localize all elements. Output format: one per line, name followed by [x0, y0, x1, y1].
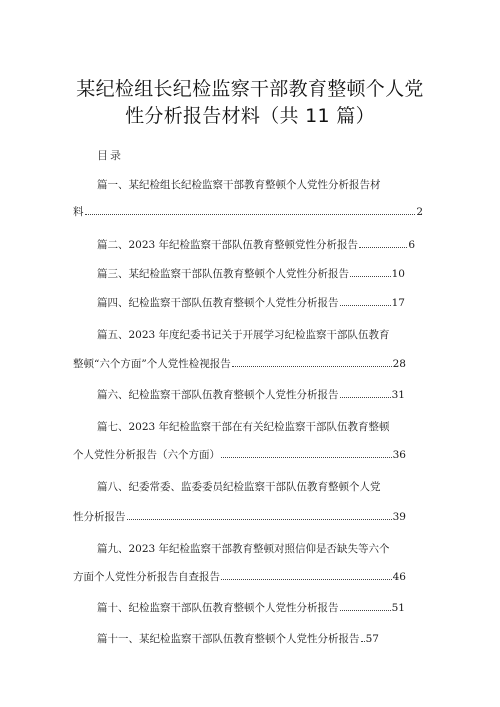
- toc-entry-11-text: 篇十一、某纪检监察干部队伍教育整顿个人党性分析报告: [97, 633, 360, 645]
- toc-entry-3-text: 篇三、某纪检监察干部队伍教育整顿个人党性分析报告: [97, 268, 349, 280]
- toc-entry-2-text: 篇二、2023 年纪检监察干部队伍教育整顿党性分析报告: [97, 239, 359, 251]
- toc-entry-5-page: 28: [392, 358, 406, 370]
- toc-entry-7-page: 36: [392, 449, 406, 461]
- toc-entry-6-text: 篇六、纪检监察干部队伍教育整顿个人党性分析报告: [97, 389, 339, 401]
- toc-entry-8-line-1[interactable]: 篇八、纪委常委、监委委员纪检监察干部队伍教育整顿个人党: [97, 481, 381, 493]
- toc-entry-4-page: 17: [391, 297, 405, 309]
- toc-entry-5-line-1[interactable]: 篇五、2023 年度纪委书记关于开展学习纪检监察干部队伍教育: [97, 329, 390, 341]
- toc-entry-9-page: 46: [392, 571, 406, 583]
- toc-entry-11-page: 57: [365, 633, 379, 645]
- toc-entry-9-line-2[interactable]: [73, 570, 406, 584]
- dot-leader: [350, 275, 391, 277]
- toc-entry-11[interactable]: [97, 632, 379, 646]
- toc-entry-4-text: 篇四、纪检监察干部队伍教育整顿个人党性分析报告: [97, 297, 339, 309]
- toc-entry-2-page: 6: [408, 239, 415, 251]
- toc-entry-4[interactable]: [97, 296, 405, 310]
- toc-entry-10-text: 篇十、纪检监察干部队伍教育整顿个人党性分析报告: [97, 602, 339, 614]
- dot-leader: [221, 578, 392, 580]
- toc-entry-3-page: 10: [391, 268, 405, 280]
- toc-entry-8-text: 性分析报告: [73, 511, 126, 523]
- toc-entry-5-text: 整顿“六个方面”个人党性检视报告: [73, 358, 231, 370]
- dot-leader: [359, 246, 407, 248]
- dot-leader: [361, 640, 365, 642]
- toc-entry-2[interactable]: [97, 238, 415, 252]
- toc-entry-7-line-2[interactable]: [73, 448, 406, 462]
- document-title-line-2: 性分析报告材料（共 11 篇）: [125, 105, 375, 127]
- toc-entry-10[interactable]: [97, 601, 405, 615]
- toc-entry-7-line-1[interactable]: 篇七、2023 年纪检监察干部在有关纪检监察干部队伍教育整顿: [97, 421, 390, 433]
- dot-leader: [221, 456, 392, 458]
- dot-leader: [232, 365, 392, 367]
- toc-entry-7-text: 个人党性分析报告（六个方面）: [73, 449, 220, 461]
- document-title-line-1: 某纪检组长纪检监察干部教育整顿个人党: [76, 78, 424, 100]
- toc-entry-1-page: 2: [416, 206, 423, 218]
- toc-entry-1-text: 料: [73, 206, 84, 218]
- toc-entry-10-page: 51: [391, 602, 405, 614]
- toc-entry-1-line-1[interactable]: 篇一、某纪检组长纪检监察干部教育整顿个人党性分析报告材: [97, 179, 381, 191]
- toc-entry-9-line-1[interactable]: 篇九、2023 年纪检监察干部教育整顿对照信仰是否缺失等六个: [97, 543, 390, 555]
- dot-leader: [127, 518, 392, 520]
- toc-entry-8-line-2[interactable]: [73, 510, 406, 524]
- toc-heading: 目录: [97, 149, 123, 162]
- dot-leader: [85, 213, 416, 215]
- toc-entry-3[interactable]: [97, 267, 405, 281]
- dot-leader: [340, 304, 391, 306]
- dot-leader: [340, 396, 391, 398]
- toc-entry-6[interactable]: [97, 388, 405, 402]
- toc-entry-1-line-2[interactable]: [73, 205, 423, 219]
- dot-leader: [340, 609, 391, 611]
- toc-entry-8-page: 39: [392, 511, 406, 523]
- toc-entry-6-page: 31: [391, 389, 405, 401]
- toc-entry-5-line-2[interactable]: [73, 357, 406, 371]
- toc-entry-9-text: 方面个人党性分析报告自查报告: [73, 571, 220, 583]
